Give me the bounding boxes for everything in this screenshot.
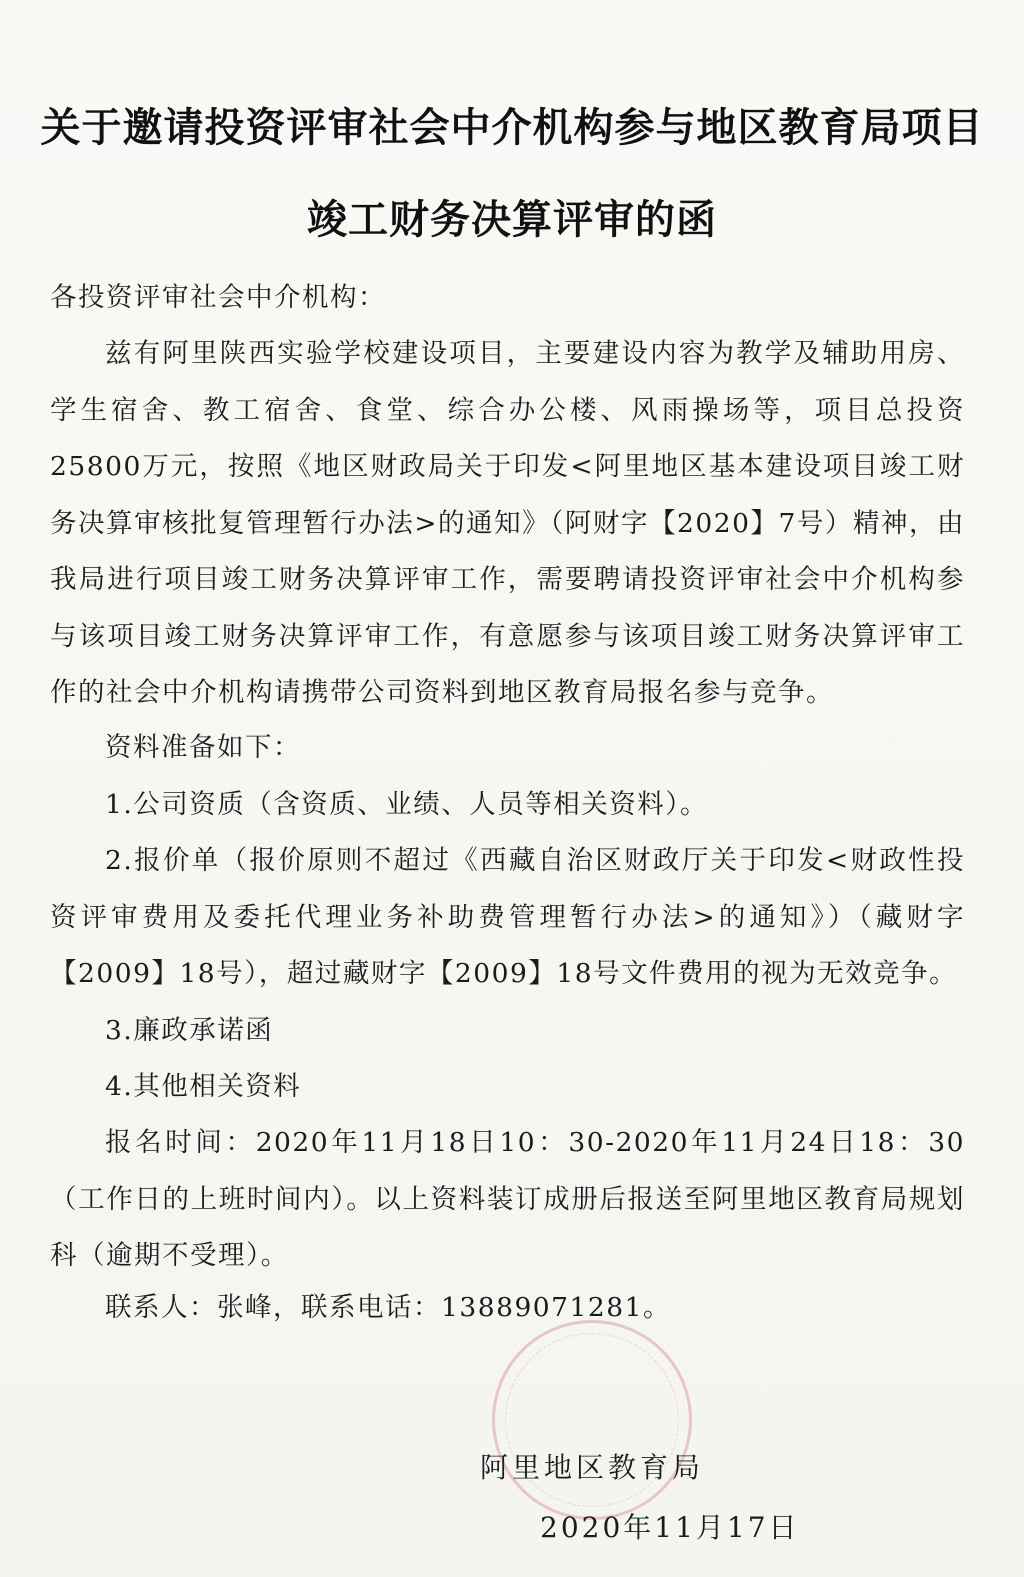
materials-item-2: 2.报价单（报价原则不超过《西藏自治区财政厅关于印发<财政性投资评审费用及委托代理业务补助费管理暂行办法>的通知》）（藏财字【2009】18号），超过藏财字【2009】18号文件费用的视为无效竞争。 — [50, 845, 965, 989]
intro-paragraph: 兹有阿里陕西实验学校建设项目，主要建设内容为教学及辅助用房、学生宿舍、教工宿舍、食堂、综合办公楼、风雨操场等，项目总投资25800万元，按照《地区财政局关于印发<阿里地区基本建设项目竣工财务决算审核批复管理暂行办法>的通知》（阿财字【2020】7号）精神，由我局进行项目竣工财务决算评审工作，需要聘请投资评审社会中介机构参与该项目竣工财务决算评审工作，有意愿参与该项目竣工财务决算评审工作的社会中介机构请携带公司资料到地区教育局报名参与竞争。 — [50, 338, 965, 708]
materials-item-4: 4.其他相关资料 — [105, 1071, 302, 1102]
signature-organization: 阿里地区教育局 — [480, 1451, 705, 1484]
materials-item-1: 1.公司资质（含资质、业绩、人员等相关资料）。 — [105, 788, 709, 820]
contact-line: 联系人：张峰，联系电话：13889071281。 — [105, 1292, 671, 1323]
materials-heading: 资料准备如下： — [105, 732, 301, 763]
materials-list — [50, 720, 965, 1116]
registration-paragraph: 报名时间：2020年11月18日10：30-2020年11月24日18：30（工作日的上班时间内）。以上资料装订成册后报送至阿里地区教育局规划科（逾期不受理）。 — [50, 1127, 965, 1271]
document-title-line-1: 关于邀请投资评审社会中介机构参与地区教育局项目 — [40, 105, 984, 151]
document-title-line-2: 竣工财务决算评审的函 — [307, 197, 717, 243]
salutation: 各投资评审社会中介机构： — [50, 282, 386, 313]
signature-date: 2020年11月17日 — [540, 1511, 800, 1544]
materials-item-3: 3.廉政承诺函 — [105, 1014, 274, 1046]
